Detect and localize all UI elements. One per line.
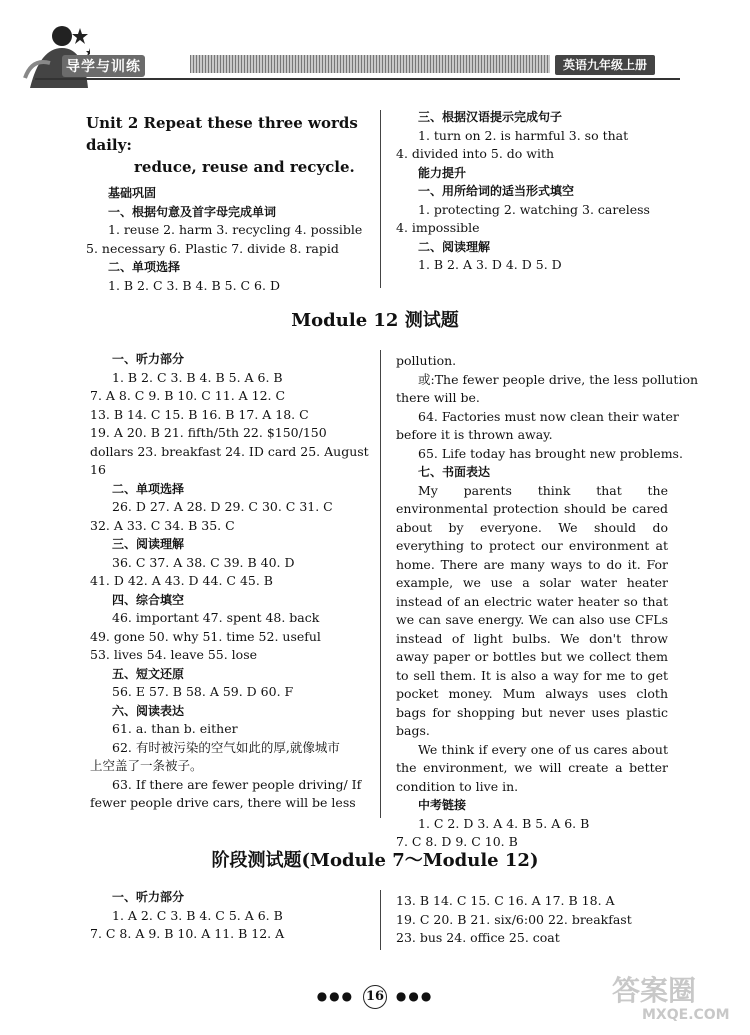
answer-line: 32. A 33. C 34. B 35. C bbox=[90, 517, 235, 533]
watermark-url-text: MXQE.COM bbox=[642, 1007, 730, 1023]
stage-test-title: 阶段测试题(Module 7～Module 12) bbox=[211, 850, 539, 871]
section-heading: 二、单项选择 bbox=[108, 260, 181, 274]
section-heading: 一、根据句意及首字母完成单词 bbox=[108, 204, 277, 219]
page-header bbox=[0, 0, 750, 100]
unit2-title-line1: Unit 2 Repeat these three words daily: bbox=[86, 114, 358, 154]
page-footer bbox=[310, 985, 440, 1015]
answer-line: 1. reuse 2. harm 3. recycling 4. possible bbox=[108, 222, 363, 237]
answer-line: dollars 23. breakfast 24. ID card 25. August bbox=[90, 443, 369, 459]
module12-left-column bbox=[90, 350, 372, 813]
decorative-dots: ●●● bbox=[316, 989, 355, 1003]
answer-line: 64. Factories must now clean their water bbox=[418, 408, 679, 424]
section-heading: 基础巩固 bbox=[108, 186, 157, 200]
answer-line: 65. Life today has brought new problems. bbox=[418, 445, 683, 461]
answer-line: 63. If there are fewer people driving/ If bbox=[112, 776, 362, 792]
answer-line: 62. 有时被污染的空气如此的厚,就像城市 bbox=[112, 739, 340, 755]
book-label: 英语九年级上册 bbox=[555, 55, 655, 75]
section-heading: 六、阅读表达 bbox=[112, 703, 185, 718]
answer-line: 5. necessary 6. Plastic 7. divide 8. rapid bbox=[86, 240, 339, 256]
answer-line: 61. a. than b. either bbox=[112, 721, 238, 736]
answer-line: there will be. bbox=[396, 390, 480, 405]
column-divider bbox=[380, 350, 381, 818]
section-heading: 三、根据汉语提示完成句子 bbox=[418, 110, 563, 124]
module12-right-column bbox=[396, 352, 699, 852]
answer-line: pollution. bbox=[396, 353, 457, 368]
section-heading: 二、单项选择 bbox=[112, 481, 185, 496]
answer-line: 49. gone 50. why 51. time 52. useful bbox=[90, 628, 321, 644]
section-heading: 一、听力部分 bbox=[112, 890, 185, 904]
answer-line: 4. divided into 5. do with bbox=[396, 146, 555, 161]
answer-line: 1. A 2. C 3. B 4. C 5. A 6. B bbox=[112, 907, 283, 923]
unit2-left-column bbox=[86, 112, 376, 295]
decorative-dots: ●●● bbox=[395, 989, 434, 1003]
answer-line: 1. C 2. D 3. A 4. B 5. A 6. B bbox=[418, 815, 590, 831]
section-heading: 五、短文还原 bbox=[112, 666, 185, 681]
section-heading: 七、书面表达 bbox=[418, 465, 491, 479]
stage-test-right-column bbox=[396, 892, 686, 948]
section-heading: 二、阅读理解 bbox=[418, 239, 491, 254]
answer-line: 7. C 8. A 9. B 10. A 11. B 12. A bbox=[90, 926, 285, 941]
answer-line: before it is thrown away. bbox=[396, 427, 553, 442]
answer-line: 41. D 42. A 43. D 44. C 45. B bbox=[90, 573, 273, 588]
section-heading: 一、用所给词的适当形式填空 bbox=[418, 184, 575, 198]
section-heading: 四、综合填空 bbox=[112, 592, 185, 607]
answer-line: 或:The fewer people drive, the less pollution bbox=[418, 371, 699, 387]
answer-line: 56. E 57. B 58. A 59. D 60. F bbox=[112, 684, 294, 699]
answer-line: 46. important 47. spent 48. back bbox=[112, 610, 320, 625]
column-divider bbox=[380, 110, 381, 288]
answer-line: 上空盖了一条被子。 bbox=[90, 758, 203, 773]
answer-line: 1. B 2. C 3. B 4. B 5. A 6. B bbox=[112, 369, 283, 385]
header-decorative-band bbox=[190, 55, 550, 73]
section-heading: 能力提升 bbox=[418, 165, 467, 180]
answer-line: 13. B 14. C 15. C 16. A 17. B 18. A bbox=[396, 893, 615, 908]
column-divider bbox=[380, 890, 381, 950]
answer-line: 53. lives 54. leave 55. lose bbox=[90, 647, 258, 662]
section-heading: 三、阅读理解 bbox=[112, 537, 185, 551]
answer-line: 36. C 37. A 38. C 39. B 40. D bbox=[112, 554, 295, 570]
series-logo-text: 导学与训练 bbox=[62, 55, 145, 77]
answer-line: 16 bbox=[90, 462, 106, 477]
section-heading: 中考链接 bbox=[418, 798, 467, 812]
page-number: 16 bbox=[363, 985, 387, 1009]
unit2-title-line2: reduce, reuse and recycle. bbox=[134, 158, 355, 176]
answer-line: 23. bus 24. office 25. coat bbox=[396, 930, 560, 945]
header-rule bbox=[35, 78, 680, 80]
answer-line: 4. impossible bbox=[396, 220, 480, 235]
module12-title: Module 12 测试题 bbox=[291, 310, 459, 331]
section-heading: 一、听力部分 bbox=[112, 352, 185, 366]
answer-line: 1. turn on 2. is harmful 3. so that bbox=[418, 127, 629, 143]
answer-line: fewer people drive cars, there will be less bbox=[90, 795, 356, 810]
answer-line: 13. B 14. C 15. B 16. B 17. A 18. C bbox=[90, 406, 309, 422]
essay-paragraph: We think if every one of us cares about the environment, we will create a better condition to live in. bbox=[396, 741, 668, 794]
answer-line: 19. C 20. B 21. six/6:00 22. breakfast bbox=[396, 911, 632, 927]
answer-line: 7. A 8. C 9. B 10. C 11. A 12. C bbox=[90, 388, 286, 403]
unit2-right-column bbox=[396, 108, 686, 275]
answer-line: 7. C 8. D 9. C 10. B bbox=[396, 834, 518, 849]
stage-test-left-column bbox=[90, 888, 372, 944]
watermark-logo-text: 答案圈 bbox=[612, 974, 697, 1007]
essay-paragraph: My parents think that the environmental protection should be cared about by everyone. We should do everything to protect our environment at home. There are many ways to do it. For example, we use a solar water heater instead of an electric water heater so that we can save energy. We can also use CFLs instead of light bulbs. We don't throw away paper or bottles but we collect them to sell them. It is also a way for me to get pocket money. Mum always uses cloth bags for shopping but never uses plastic bags. bbox=[396, 482, 668, 738]
answer-line: 1. B 2. A 3. D 4. D 5. D bbox=[418, 257, 562, 272]
watermark bbox=[612, 975, 742, 1030]
answer-line: 1. protecting 2. watching 3. careless bbox=[418, 201, 650, 217]
answer-line: 26. D 27. A 28. D 29. C 30. C 31. C bbox=[112, 499, 333, 514]
answer-line: 19. A 20. B 21. fifth/5th 22. $150/150 bbox=[90, 425, 327, 440]
answer-line: 1. B 2. C 3. B 4. B 5. C 6. D bbox=[108, 277, 280, 293]
